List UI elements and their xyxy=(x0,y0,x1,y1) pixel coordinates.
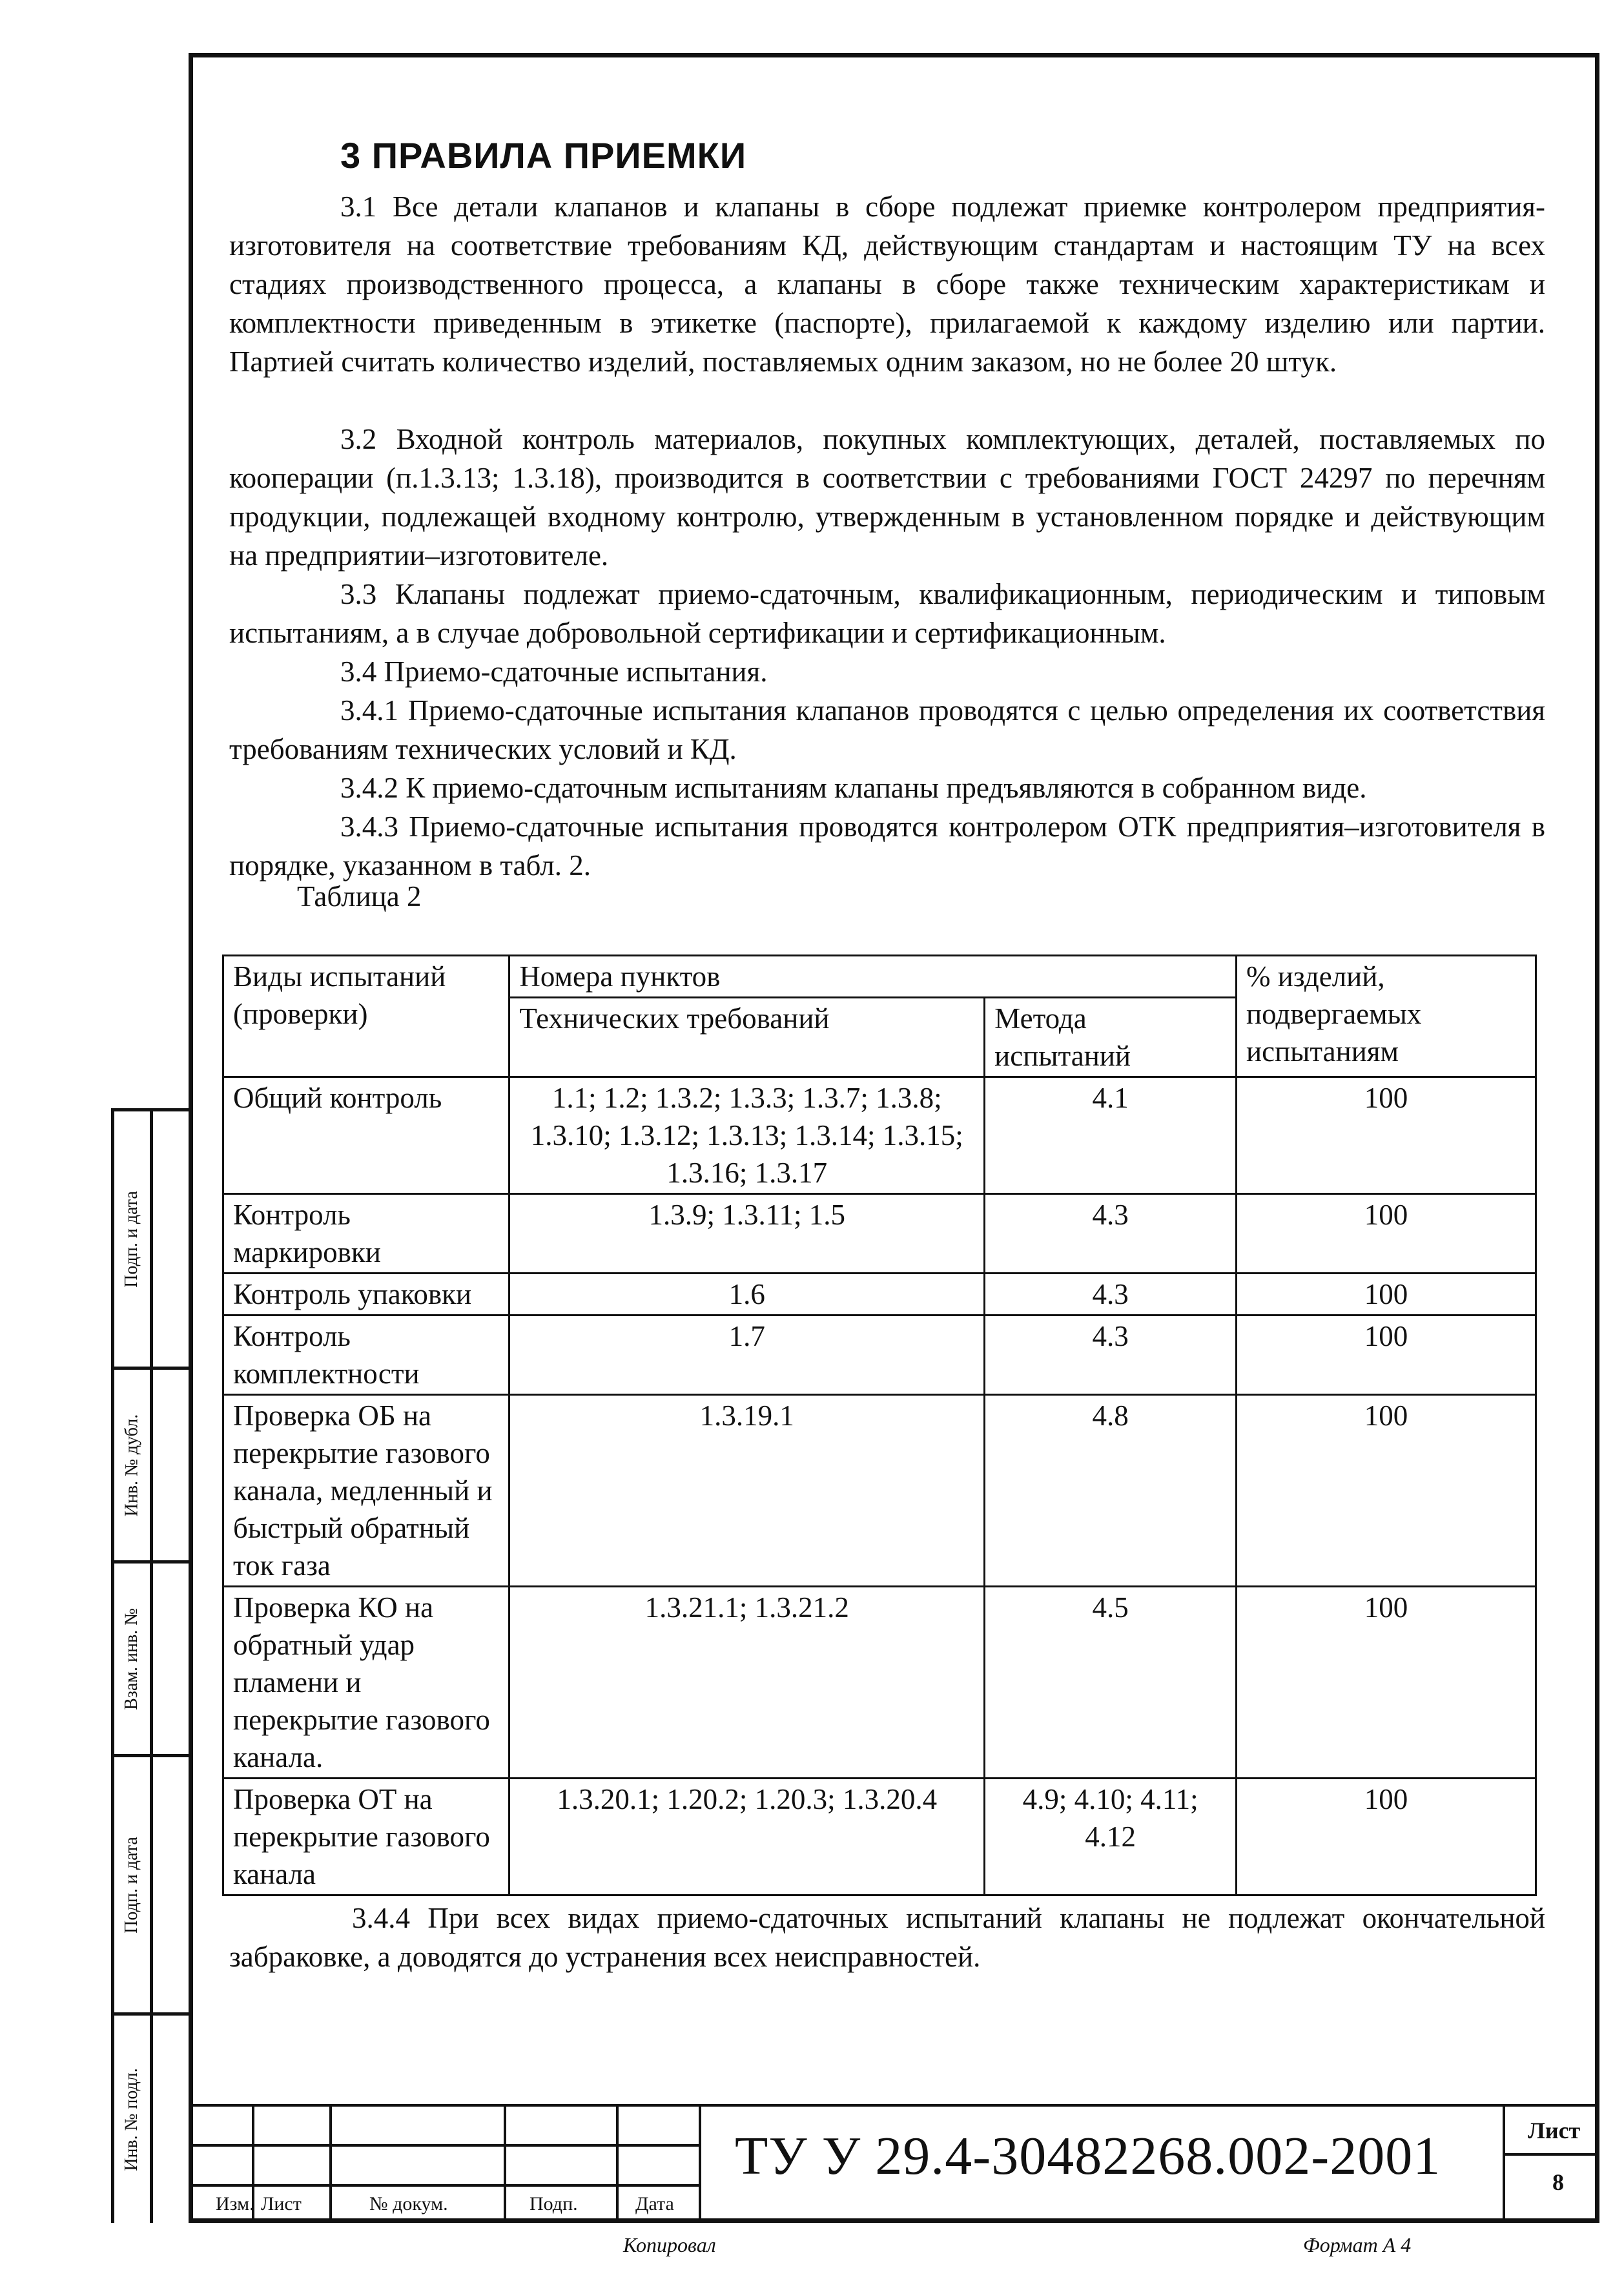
cell-requirements: 1.7 xyxy=(509,1316,985,1395)
footer-format: Формат А 4 xyxy=(1303,2233,1412,2256)
paragraph-3-4-3: 3.4.3 Приемо-сдаточные испытания проводятся контролером ОТК предприятия–изготовителя в порядке, указанном в табл. 2. xyxy=(229,810,1545,882)
cell-method: 4.3 xyxy=(985,1194,1237,1274)
table-row xyxy=(223,1587,1536,1779)
side-label-dup-inv: Инв. № дубл. xyxy=(121,1414,142,1516)
cell-test-type: Проверка ОТ на перекрытие газового канала xyxy=(223,1779,509,1895)
header-test-type: Виды испытаний (проверки) xyxy=(223,956,509,1077)
section-heading: 3 ПРАВИЛА ПРИЕМКИ xyxy=(340,135,747,176)
table-caption: Таблица 2 xyxy=(297,880,422,913)
side-label-sign-date: Подп. и дата xyxy=(121,1190,141,1288)
paragraph-3-2: 3.2 Входной контроль материалов, покупных комплектующих, деталей, поставляемых по кооперации (п.1.3.13; 1.3.18), производится в соответствии с требованиями ГОСТ 24297 по перечням продукции, подлежащей входному контролю, утвержденным в установленном порядке и действующим на предприятии–изготовителе. xyxy=(229,423,1545,572)
side-signature-strip xyxy=(111,1108,191,2223)
cell-requirements: 1.3.9; 1.3.11; 1.5 xyxy=(509,1194,985,1274)
cell-requirements: 1.3.21.1; 1.3.21.2 xyxy=(509,1587,985,1779)
cell-test-type: Контроль маркировки xyxy=(223,1194,509,1274)
table-row xyxy=(223,1274,1536,1316)
table-row xyxy=(223,1194,1536,1274)
cell-method: 4.8 xyxy=(985,1395,1237,1587)
document-code: ТУ У 29.4-30482268.002-2001 xyxy=(735,2126,1441,2186)
header-tech-requirements: Технических требований xyxy=(509,998,985,1077)
cell-requirements: 1.3.20.1; 1.20.2; 1.20.3; 1.3.20.4 xyxy=(509,1779,985,1895)
header-test-method: Метода испытаний xyxy=(985,998,1237,1077)
paragraph-3-1: 3.1 Все детали клапанов и клапаны в сборе подлежат приемке контролером предприятия-изготовителя на соответствие требованиям КД, действующим стандартам и настоящим ТУ на всех стадиях производственного процесса, а клапаны в сборе также техническим характеристикам и комплектности приведенным в этикетке (паспорте), прилагаемой к каждому изделию или партии. Партией считать количество изделий, поставляемых одним заказом, но не более 20 штук. xyxy=(229,191,1545,378)
sheet-number: 8 xyxy=(1552,2169,1564,2195)
header-percent: % изделий, подвергаемых испытаниям xyxy=(1237,956,1536,1077)
cell-method: 4.3 xyxy=(985,1316,1237,1395)
cell-test-type: Контроль упаковки xyxy=(223,1274,509,1316)
tb-label-change: Изм. xyxy=(216,2193,254,2214)
cell-percent: 100 xyxy=(1237,1274,1536,1316)
paragraph-3-4-1: 3.4.1 Приемо-сдаточные испытания клапанов проводятся с целью определения их соответствия требованиям технических условий и КД. xyxy=(229,694,1545,765)
cell-percent: 100 xyxy=(1237,1316,1536,1395)
paragraph-3-4-2: 3.4.2 К приемо-сдаточным испытаниям клапаны предъявляются в собранном виде. xyxy=(340,772,1367,804)
tb-label-sheet: Лист xyxy=(261,2193,302,2214)
cell-test-type: Общий контроль xyxy=(223,1077,509,1194)
cell-method: 4.9; 4.10; 4.11; 4.12 xyxy=(985,1779,1237,1895)
cell-requirements: 1.3.19.1 xyxy=(509,1395,985,1587)
sheet-label: Лист xyxy=(1528,2118,1581,2143)
side-label-orig-inv: Инв. № подл. xyxy=(121,2067,142,2171)
tb-label-date: Дата xyxy=(635,2193,674,2214)
cell-test-type: Проверка КО на обратный удар пламени и перекрытие газового канала. xyxy=(223,1587,509,1779)
footer-copied: Копировал xyxy=(623,2233,716,2256)
side-label-sign-date-2: Подп. и дата xyxy=(121,1836,141,1934)
cell-percent: 100 xyxy=(1237,1779,1536,1895)
paragraph-3-4-4: 3.4.4 При всех видах приемо-сдаточных испытаний клапаны не подлежат окончательной забраковке, а доводятся до устранения всех неисправностей. xyxy=(229,1902,1545,1973)
table-row xyxy=(223,1395,1536,1587)
cell-method: 4.3 xyxy=(985,1274,1237,1316)
cell-percent: 100 xyxy=(1237,1587,1536,1779)
cell-method: 4.5 xyxy=(985,1587,1237,1779)
cell-percent: 100 xyxy=(1237,1194,1536,1274)
tb-label-doc-no: № докум. xyxy=(369,2193,448,2214)
table-row xyxy=(223,1779,1536,1895)
cell-requirements: 1.1; 1.2; 1.3.2; 1.3.3; 1.3.7; 1.3.8; 1.3.10; 1.3.12; 1.3.13; 1.3.14; 1.3.15; 1.3.16; 1.3.17 xyxy=(509,1077,985,1194)
header-clause-numbers: Номера пунктов xyxy=(509,956,1237,998)
tb-label-signature: Подп. xyxy=(529,2193,578,2214)
table-row xyxy=(223,1316,1536,1395)
side-label-replace-inv: Взам. инв. № xyxy=(121,1607,142,1710)
cell-requirements: 1.6 xyxy=(509,1274,985,1316)
paragraph-3-3: 3.3 Клапаны подлежат приемо-сдаточным, квалификационным, периодическим и типовым испытаниям, а в случае добровольной сертификации и сертификационным. xyxy=(229,578,1545,649)
table-row xyxy=(223,1077,1536,1194)
tests-table xyxy=(222,955,1537,1896)
cell-test-type: Проверка ОБ на перекрытие газового канала, медленный и быстрый обратный ток газа xyxy=(223,1395,509,1587)
cell-percent: 100 xyxy=(1237,1077,1536,1194)
cell-percent: 100 xyxy=(1237,1395,1536,1587)
table-header-row xyxy=(223,956,1536,998)
paragraph-3-4: 3.4 Приемо-сдаточные испытания. xyxy=(340,655,768,688)
cell-method: 4.1 xyxy=(985,1077,1237,1194)
cell-test-type: Контроль комплектности xyxy=(223,1316,509,1395)
